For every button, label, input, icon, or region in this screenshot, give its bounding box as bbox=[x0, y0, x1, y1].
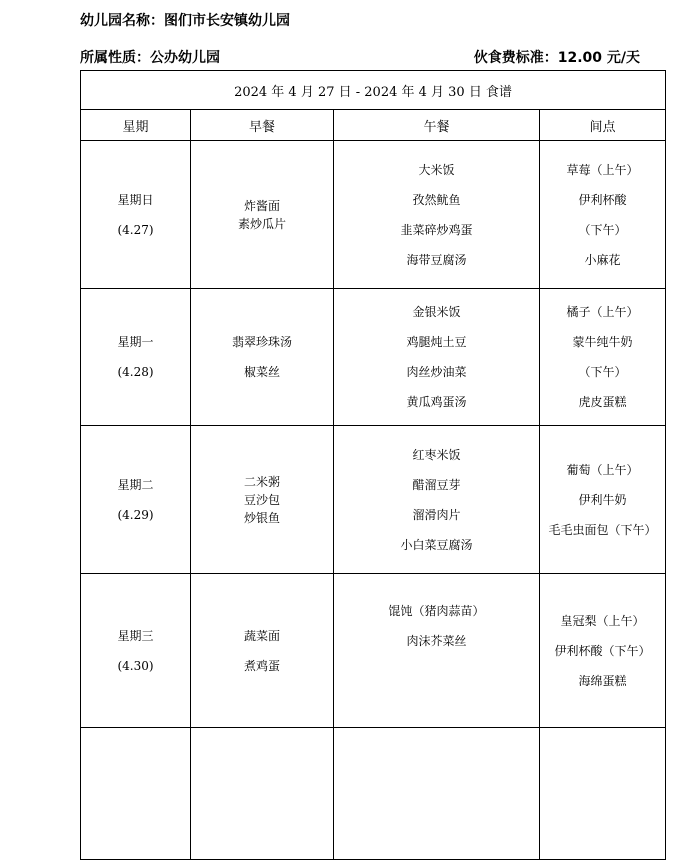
lunch-cell bbox=[334, 141, 540, 289]
lunch-item: 孜然鱿鱼 bbox=[412, 192, 461, 207]
date-label: (4.30) bbox=[117, 658, 154, 673]
breakfast-cell bbox=[191, 289, 334, 426]
lunch-item: 红枣米饭 bbox=[412, 447, 461, 462]
empty-cell bbox=[81, 728, 191, 860]
breakfast-item: 豆沙包 bbox=[243, 492, 280, 507]
lunch-item: 溜滑肉片 bbox=[412, 507, 461, 522]
lunch-item: 馄饨（猪肉蒜苗） bbox=[388, 604, 485, 618]
weekday-label: 星期一 bbox=[117, 335, 154, 349]
snack-item: 伊利杯酸（下午） bbox=[554, 643, 651, 658]
breakfast-item: 煮鸡蛋 bbox=[243, 658, 280, 673]
lunch-cell bbox=[334, 574, 540, 728]
snack-item: 小麻花 bbox=[584, 252, 621, 267]
breakfast-item: 翡翠珍珠汤 bbox=[231, 335, 292, 349]
weekday-cell bbox=[81, 141, 191, 289]
empty-cell bbox=[540, 728, 666, 860]
breakfast-item: 蔬菜面 bbox=[243, 628, 280, 643]
kindergarten-nature: 所属性质：公办幼儿园 bbox=[80, 50, 220, 66]
breakfast-item: 二米粥 bbox=[243, 474, 280, 489]
weekday-label: 星期日 bbox=[117, 192, 154, 207]
snack-item: （下午） bbox=[578, 222, 627, 237]
weekly-menu-table bbox=[80, 70, 666, 860]
weekday-cell bbox=[81, 426, 191, 574]
table-row bbox=[81, 141, 666, 289]
date-label: (4.27) bbox=[117, 222, 154, 237]
lunch-item: 肉沫芥菜丝 bbox=[406, 634, 467, 648]
lunch-item: 黄瓜鸡蛋汤 bbox=[406, 395, 467, 409]
table-row bbox=[81, 426, 666, 574]
empty-cell bbox=[334, 728, 540, 860]
lunch-item: 小白菜豆腐汤 bbox=[400, 537, 473, 552]
snack-item: 葡萄（上午） bbox=[566, 462, 639, 477]
snack-item: 伊利牛奶 bbox=[578, 492, 627, 507]
snack-item: 虎皮蛋糕 bbox=[578, 395, 627, 409]
lunch-item: 金银米饭 bbox=[412, 305, 461, 319]
snack-item: 橘子（上午） bbox=[566, 305, 639, 319]
snack-item: 草莓（上午） bbox=[566, 162, 639, 177]
lunch-item: 肉丝炒油菜 bbox=[406, 365, 467, 379]
snack-item: （下午） bbox=[578, 365, 627, 379]
weekday-cell bbox=[81, 289, 191, 426]
breakfast-item: 素炒瓜片 bbox=[237, 216, 286, 231]
snack-cell bbox=[540, 574, 666, 728]
table-row bbox=[81, 289, 666, 426]
snack-item: 蒙牛纯牛奶 bbox=[572, 335, 633, 349]
breakfast-item: 椒菜丝 bbox=[243, 365, 280, 379]
weekday-label: 星期二 bbox=[117, 477, 154, 492]
lunch-item: 韭菜碎炒鸡蛋 bbox=[400, 222, 473, 237]
column-header-breakfast: 早餐 bbox=[191, 110, 334, 141]
breakfast-item: 炒银鱼 bbox=[243, 510, 280, 525]
column-header-row bbox=[81, 110, 666, 141]
snack-item: 毛毛虫面包（下午） bbox=[548, 522, 657, 537]
column-header-lunch: 午餐 bbox=[334, 110, 540, 141]
weekday-label: 星期三 bbox=[117, 628, 154, 643]
lunch-cell bbox=[334, 426, 540, 574]
date-label: (4.28) bbox=[117, 365, 154, 379]
column-header-snack: 间点 bbox=[540, 110, 666, 141]
snack-cell bbox=[540, 141, 666, 289]
snack-cell bbox=[540, 289, 666, 426]
breakfast-cell bbox=[191, 574, 334, 728]
table-row bbox=[81, 574, 666, 728]
menu-title: 2024 年 4 月 27 日 - 2024 年 4 月 30 日 食谱 bbox=[81, 71, 666, 110]
lunch-item: 海带豆腐汤 bbox=[406, 252, 467, 267]
date-label: (4.29) bbox=[117, 507, 154, 522]
breakfast-cell bbox=[191, 426, 334, 574]
breakfast-item: 炸酱面 bbox=[243, 198, 280, 213]
lunch-item: 醋溜豆芽 bbox=[412, 477, 461, 492]
empty-cell bbox=[191, 728, 334, 860]
snack-item: 皇冠梨（上午） bbox=[560, 613, 645, 628]
empty-table-row bbox=[81, 728, 666, 860]
lunch-cell bbox=[334, 289, 540, 426]
weekday-cell bbox=[81, 574, 191, 728]
snack-item: 伊利杯酸 bbox=[578, 192, 627, 207]
kindergarten-name: 幼儿园名称：图们市长安镇幼儿园 bbox=[80, 13, 290, 29]
lunch-item: 大米饭 bbox=[418, 162, 455, 177]
menu-title-row bbox=[81, 71, 666, 110]
lunch-item: 鸡腿炖土豆 bbox=[406, 335, 467, 349]
meal-fee-standard: 伙食费标准：12.00 元/天 bbox=[473, 50, 640, 66]
snack-cell bbox=[540, 426, 666, 574]
column-header-weekday: 星期 bbox=[81, 110, 191, 141]
breakfast-cell bbox=[191, 141, 334, 289]
snack-item: 海绵蛋糕 bbox=[578, 673, 627, 688]
